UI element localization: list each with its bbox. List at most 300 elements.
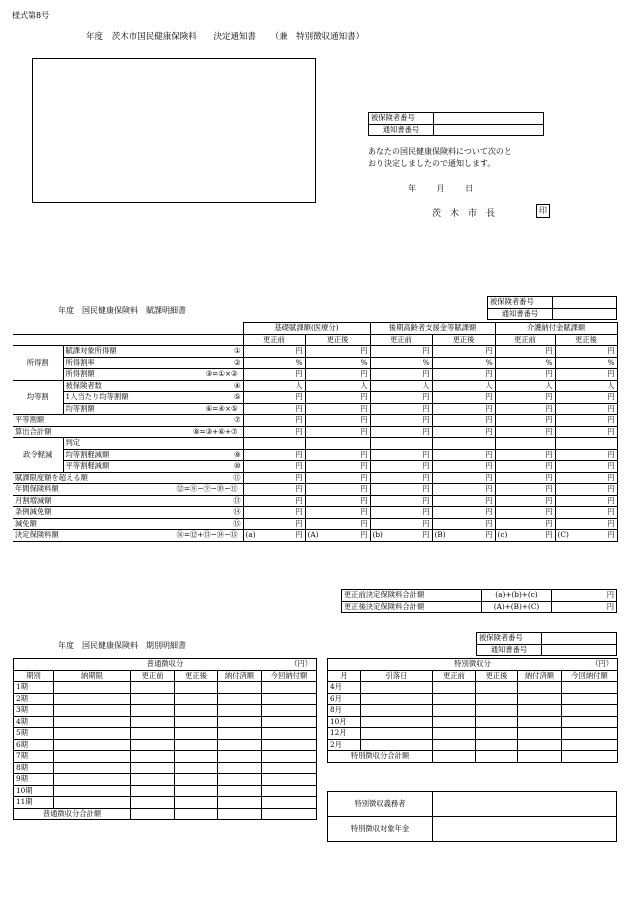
- normal-period-row: [14, 728, 317, 740]
- unit: 円: [422, 415, 430, 425]
- normal-cell[interactable]: [175, 728, 218, 740]
- before-value-cell[interactable]: [495, 438, 555, 450]
- after-value-cell[interactable]: [305, 507, 370, 519]
- normal-total-label: 普通徴収分合計額: [14, 808, 131, 820]
- after-value-cell[interactable]: [555, 495, 617, 507]
- special-cell[interactable]: [562, 682, 618, 694]
- unit: 円: [295, 369, 303, 379]
- before-value-cell[interactable]: [243, 403, 305, 415]
- installment-insured-no-value[interactable]: [542, 633, 617, 645]
- before-value-cell[interactable]: [495, 495, 555, 507]
- special-cell[interactable]: [476, 705, 518, 717]
- before-value-cell[interactable]: [243, 346, 305, 358]
- normal-total-cell[interactable]: [218, 808, 262, 820]
- after-value-cell[interactable]: [305, 426, 370, 438]
- after-value-cell[interactable]: [305, 438, 370, 450]
- after-value-cell[interactable]: [555, 518, 617, 530]
- row-formula: ③=①×②: [205, 369, 238, 379]
- normal-cell[interactable]: [175, 762, 218, 774]
- row-number: ⑭: [233, 507, 241, 517]
- normal-cell[interactable]: [131, 797, 175, 809]
- normal-period-row: [14, 716, 317, 728]
- before-value-cell[interactable]: [370, 357, 432, 369]
- before-value-cell[interactable]: [495, 472, 555, 484]
- special-cell[interactable]: [476, 716, 518, 728]
- unit: 円: [607, 461, 615, 471]
- assessment-row: [13, 484, 617, 496]
- after-value-cell[interactable]: [305, 380, 370, 392]
- row-label-cell: [63, 461, 243, 473]
- after-value-cell[interactable]: [305, 530, 370, 542]
- debit-date-cell[interactable]: [361, 705, 433, 717]
- normal-cell[interactable]: [218, 797, 262, 809]
- row-label-cell: [13, 518, 243, 530]
- after-value-cell[interactable]: [555, 507, 617, 519]
- unit: 円: [485, 426, 493, 436]
- after-value-cell[interactable]: [305, 357, 370, 369]
- special-cell[interactable]: [562, 705, 618, 717]
- final-mark: (A): [307, 530, 319, 540]
- before-value-cell[interactable]: [243, 357, 305, 369]
- row-formula: ⑫=⑧−⑨−⑩−⑪: [176, 484, 238, 494]
- title-year: 年度: [86, 32, 104, 42]
- pension-label: 特別徴収対象年金: [328, 817, 433, 842]
- pension-value[interactable]: [433, 817, 617, 842]
- before-value-cell[interactable]: [370, 438, 432, 450]
- after-value-cell[interactable]: [555, 472, 617, 484]
- before-value-cell[interactable]: [495, 380, 555, 392]
- before-value-cell[interactable]: [495, 369, 555, 381]
- unit: 円: [422, 426, 430, 436]
- after-value-cell[interactable]: [555, 461, 617, 473]
- row-label-cell: [63, 357, 243, 369]
- before-value-cell[interactable]: [495, 415, 555, 427]
- before-value-cell[interactable]: [495, 530, 555, 542]
- normal-total-cell[interactable]: [175, 808, 218, 820]
- unit: 円: [485, 461, 493, 471]
- before-value-cell[interactable]: [370, 392, 432, 404]
- unit: 円: [607, 507, 615, 517]
- after-value-cell[interactable]: [555, 346, 617, 358]
- normal-cell[interactable]: [218, 751, 262, 763]
- normal-col-header: 納付済額: [218, 670, 262, 682]
- before-value-cell[interactable]: [495, 357, 555, 369]
- normal-total-cell[interactable]: [262, 808, 317, 820]
- normal-cell[interactable]: [175, 739, 218, 751]
- period-label: 4期: [14, 716, 54, 728]
- special-cell[interactable]: [518, 693, 562, 705]
- row-category: 均等割: [13, 380, 63, 415]
- assessment-row: [13, 461, 617, 473]
- normal-cell[interactable]: [218, 693, 262, 705]
- special-total-cell[interactable]: [562, 751, 618, 763]
- normal-cell[interactable]: [54, 774, 131, 786]
- before-header: 更正前: [243, 334, 305, 346]
- special-cell[interactable]: [562, 693, 618, 705]
- after-value-cell[interactable]: [555, 369, 617, 381]
- after-value-cell[interactable]: [432, 415, 495, 427]
- row-number: ⑨: [233, 449, 241, 459]
- row-label: 均等割額: [65, 403, 95, 413]
- special-total-cell[interactable]: [433, 751, 476, 763]
- debit-date-cell[interactable]: [361, 693, 433, 705]
- assessment-notice-no-value[interactable]: [553, 308, 617, 320]
- after-header: 更正後: [555, 334, 617, 346]
- after-value-cell[interactable]: [432, 392, 495, 404]
- after-value-cell[interactable]: [432, 518, 495, 530]
- installment-notice-no-value[interactable]: [542, 644, 617, 656]
- after-value-cell[interactable]: [555, 484, 617, 496]
- unit: 円: [607, 415, 615, 425]
- unit: 円: [422, 518, 430, 528]
- normal-cell[interactable]: [175, 785, 218, 797]
- normal-cell[interactable]: [54, 682, 131, 694]
- after-value-cell[interactable]: [305, 392, 370, 404]
- special-cell[interactable]: [518, 705, 562, 717]
- after-value-cell[interactable]: [432, 495, 495, 507]
- after-value-cell[interactable]: [432, 380, 495, 392]
- special-cell[interactable]: [433, 739, 476, 751]
- unit: 円: [485, 449, 493, 459]
- normal-cell[interactable]: [175, 705, 218, 717]
- before-value-cell[interactable]: [370, 369, 432, 381]
- before-value-cell[interactable]: [243, 369, 305, 381]
- after-value-cell[interactable]: [432, 426, 495, 438]
- special-col-header: 今回納付額: [562, 670, 618, 682]
- special-cell[interactable]: [518, 728, 562, 740]
- normal-cell[interactable]: [218, 705, 262, 717]
- obligor-value[interactable]: [433, 792, 617, 817]
- normal-cell[interactable]: [262, 774, 317, 786]
- after-value-cell[interactable]: [432, 449, 495, 461]
- unit: 円: [360, 507, 368, 517]
- normal-cell[interactable]: [218, 716, 262, 728]
- final-mark: (c): [497, 530, 508, 540]
- after-value-cell[interactable]: [555, 392, 617, 404]
- before-value-cell[interactable]: [243, 392, 305, 404]
- after-value-cell[interactable]: [432, 484, 495, 496]
- normal-cell[interactable]: [131, 693, 175, 705]
- assessment-row: [13, 495, 617, 507]
- before-value-cell[interactable]: [495, 392, 555, 404]
- normal-cell[interactable]: [262, 739, 317, 751]
- special-total-cell[interactable]: [518, 751, 562, 763]
- after-value-cell[interactable]: [555, 426, 617, 438]
- special-cell[interactable]: [518, 682, 562, 694]
- debit-date-cell[interactable]: [361, 728, 433, 740]
- totals-table: [341, 589, 617, 613]
- after-value-cell[interactable]: [305, 449, 370, 461]
- debit-date-cell[interactable]: [361, 739, 433, 751]
- normal-cell[interactable]: [54, 785, 131, 797]
- before-value-cell[interactable]: [495, 461, 555, 473]
- unit: 円: [295, 449, 303, 459]
- normal-total-cell[interactable]: [131, 808, 175, 820]
- after-value-cell[interactable]: [305, 518, 370, 530]
- special-cell[interactable]: [433, 728, 476, 740]
- after-value-cell[interactable]: [432, 438, 495, 450]
- unit: 円: [360, 530, 368, 540]
- normal-cell[interactable]: [262, 797, 317, 809]
- after-value-cell[interactable]: [432, 530, 495, 542]
- row-formula-num: [230, 519, 240, 529]
- normal-cell[interactable]: [218, 774, 262, 786]
- normal-cell[interactable]: [131, 762, 175, 774]
- normal-cell[interactable]: [218, 682, 262, 694]
- normal-cell[interactable]: [262, 705, 317, 717]
- normal-cell[interactable]: [54, 728, 131, 740]
- after-value-cell[interactable]: [432, 357, 495, 369]
- row-label-cell: [13, 415, 243, 427]
- row-label: 判定: [65, 438, 81, 448]
- before-value-cell[interactable]: [495, 507, 555, 519]
- after-value-cell[interactable]: [555, 357, 617, 369]
- special-cell[interactable]: [476, 728, 518, 740]
- row-label: 年間保険料額: [15, 484, 59, 494]
- normal-cell[interactable]: [262, 762, 317, 774]
- before-value-cell[interactable]: [370, 346, 432, 358]
- after-value-cell[interactable]: [555, 380, 617, 392]
- before-value-cell[interactable]: [243, 472, 305, 484]
- normal-cell[interactable]: [131, 774, 175, 786]
- before-value-cell[interactable]: [243, 438, 305, 450]
- special-cell[interactable]: [433, 705, 476, 717]
- special-cell[interactable]: [476, 682, 518, 694]
- before-value-cell[interactable]: [243, 518, 305, 530]
- row-number: ⑮: [233, 518, 241, 528]
- special-cell[interactable]: [562, 739, 618, 751]
- before-value-cell[interactable]: [495, 346, 555, 358]
- after-header: 更正後: [432, 334, 495, 346]
- insured-no-value[interactable]: [434, 113, 544, 125]
- special-col-header: 更正前: [433, 670, 476, 682]
- normal-cell[interactable]: [131, 705, 175, 717]
- unit: 円: [295, 461, 303, 471]
- row-number: ⑩: [233, 461, 241, 471]
- after-value-cell[interactable]: [555, 415, 617, 427]
- before-value-cell[interactable]: [243, 495, 305, 507]
- date-month: 月: [436, 184, 445, 193]
- unit: 人: [360, 380, 368, 390]
- group-header-care: 介護納付金賦課額: [495, 323, 617, 335]
- total-after-unit: 円: [552, 601, 617, 613]
- after-value-cell[interactable]: [305, 484, 370, 496]
- normal-cell[interactable]: [175, 797, 218, 809]
- row-label: 条例減免額: [15, 507, 52, 517]
- after-value-cell[interactable]: [555, 530, 617, 542]
- normal-collection-table: [13, 658, 317, 820]
- after-value-cell[interactable]: [432, 461, 495, 473]
- unit: 円: [485, 392, 493, 402]
- normal-cell[interactable]: [131, 716, 175, 728]
- unit: 円: [360, 518, 368, 528]
- before-value-cell[interactable]: [495, 403, 555, 415]
- normal-cell[interactable]: [54, 716, 131, 728]
- normal-cell[interactable]: [218, 728, 262, 740]
- before-value-cell[interactable]: [370, 426, 432, 438]
- assessment-row: [13, 392, 617, 404]
- unit: 円: [295, 507, 303, 517]
- row-formula-num: [231, 392, 241, 402]
- unit: 円: [545, 346, 553, 356]
- assessment-row: [13, 415, 617, 427]
- after-value-cell[interactable]: [305, 461, 370, 473]
- before-value-cell[interactable]: [370, 495, 432, 507]
- special-cell[interactable]: [518, 716, 562, 728]
- before-value-cell[interactable]: [495, 449, 555, 461]
- before-value-cell[interactable]: [370, 507, 432, 519]
- final-mark: (C): [557, 530, 569, 540]
- assessment-insured-no-value[interactable]: [553, 297, 617, 309]
- after-value-cell[interactable]: [305, 369, 370, 381]
- special-cell[interactable]: [562, 716, 618, 728]
- normal-cell[interactable]: [262, 716, 317, 728]
- unit: 円: [360, 449, 368, 459]
- before-value-cell[interactable]: [243, 507, 305, 519]
- before-value-cell[interactable]: [243, 426, 305, 438]
- normal-cell[interactable]: [54, 693, 131, 705]
- special-cell[interactable]: [433, 693, 476, 705]
- normal-cell[interactable]: [131, 785, 175, 797]
- title-paren: （兼 特別徴収通知書）: [270, 32, 365, 42]
- normal-period-row: [14, 751, 317, 763]
- normal-cell[interactable]: [54, 762, 131, 774]
- normal-col-header: 期別: [14, 670, 54, 682]
- special-cell[interactable]: [433, 682, 476, 694]
- row-label-cell: [63, 380, 243, 392]
- before-value-cell[interactable]: [370, 461, 432, 473]
- unit: 円: [295, 495, 303, 505]
- special-cell[interactable]: [476, 739, 518, 751]
- unit: 円: [485, 518, 493, 528]
- after-value-cell[interactable]: [305, 472, 370, 484]
- before-value-cell[interactable]: [370, 530, 432, 542]
- before-value-cell[interactable]: [370, 403, 432, 415]
- before-value-cell[interactable]: [495, 484, 555, 496]
- normal-cell[interactable]: [131, 739, 175, 751]
- after-value-cell[interactable]: [305, 495, 370, 507]
- before-value-cell[interactable]: [243, 530, 305, 542]
- row-label-cell: [63, 438, 243, 450]
- before-value-cell[interactable]: [370, 415, 432, 427]
- before-value-cell[interactable]: [370, 472, 432, 484]
- unit: 円: [545, 507, 553, 517]
- month-label: 12月: [328, 728, 361, 740]
- special-cell[interactable]: [562, 728, 618, 740]
- notice-no-value[interactable]: [434, 124, 544, 136]
- unit: 円: [485, 484, 493, 494]
- normal-cell[interactable]: [54, 739, 131, 751]
- row-label-cell: [63, 392, 243, 404]
- normal-cell[interactable]: [262, 728, 317, 740]
- normal-cell[interactable]: [175, 682, 218, 694]
- normal-cell[interactable]: [54, 751, 131, 763]
- before-value-cell[interactable]: [370, 518, 432, 530]
- before-value-cell[interactable]: [243, 461, 305, 473]
- after-header: 更正後: [305, 334, 370, 346]
- normal-cell[interactable]: [175, 774, 218, 786]
- before-value-cell[interactable]: [243, 449, 305, 461]
- normal-cell[interactable]: [175, 716, 218, 728]
- special-cell[interactable]: [476, 693, 518, 705]
- row-label: 均等割軽減額: [65, 449, 110, 459]
- normal-cell[interactable]: [262, 693, 317, 705]
- before-value-cell[interactable]: [370, 484, 432, 496]
- after-value-cell[interactable]: [432, 472, 495, 484]
- address-window: [32, 58, 316, 203]
- date-year: 年: [408, 184, 416, 193]
- before-value-cell[interactable]: [243, 415, 305, 427]
- after-value-cell[interactable]: [432, 369, 495, 381]
- assessment-insured-no-label: 被保険者番号: [488, 297, 553, 309]
- special-cell[interactable]: [433, 716, 476, 728]
- unit: 円: [545, 461, 553, 471]
- debit-date-cell[interactable]: [361, 682, 433, 694]
- before-value-cell[interactable]: [243, 380, 305, 392]
- normal-cell[interactable]: [131, 728, 175, 740]
- before-value-cell[interactable]: [495, 426, 555, 438]
- normal-cell[interactable]: [54, 797, 131, 809]
- normal-cell[interactable]: [54, 705, 131, 717]
- after-value-cell[interactable]: [432, 403, 495, 415]
- after-value-cell[interactable]: [555, 403, 617, 415]
- normal-cell[interactable]: [262, 785, 317, 797]
- row-formula-num: [238, 438, 241, 448]
- normal-cell[interactable]: [131, 682, 175, 694]
- unit: 円: [485, 472, 493, 482]
- normal-cell[interactable]: [218, 762, 262, 774]
- before-value-cell[interactable]: [370, 380, 432, 392]
- special-cell[interactable]: [518, 739, 562, 751]
- after-value-cell[interactable]: [305, 346, 370, 358]
- normal-cell[interactable]: [218, 785, 262, 797]
- after-value-cell[interactable]: [432, 507, 495, 519]
- before-value-cell[interactable]: [370, 449, 432, 461]
- unit: 円: [485, 403, 493, 413]
- row-number: ⑤: [233, 392, 241, 402]
- unit: 円: [360, 392, 368, 402]
- seal-mark: 印: [536, 204, 550, 218]
- after-value-cell[interactable]: [305, 415, 370, 427]
- normal-cell[interactable]: [175, 693, 218, 705]
- row-number: ⑪: [233, 472, 241, 482]
- debit-date-cell[interactable]: [361, 716, 433, 728]
- after-value-cell[interactable]: [555, 449, 617, 461]
- before-value-cell[interactable]: [495, 518, 555, 530]
- total-before-label: 更正前決定保険料合計額: [342, 590, 482, 602]
- normal-period-row: [14, 774, 317, 786]
- unit: 円: [607, 426, 615, 436]
- normal-period-row: [14, 739, 317, 751]
- special-col-header: 更正後: [476, 670, 518, 682]
- normal-cell[interactable]: [131, 751, 175, 763]
- group-header-elderly: 後期高齢者支援金等賦課額: [370, 323, 495, 335]
- special-collection-table: [327, 658, 618, 763]
- after-value-cell[interactable]: [305, 403, 370, 415]
- normal-cell[interactable]: [262, 751, 317, 763]
- special-total-cell[interactable]: [476, 751, 518, 763]
- normal-cell[interactable]: [262, 682, 317, 694]
- row-formula-num: [231, 461, 241, 471]
- normal-cell[interactable]: [218, 739, 262, 751]
- unit: %: [422, 357, 430, 367]
- after-value-cell[interactable]: [555, 438, 617, 450]
- normal-cell[interactable]: [175, 751, 218, 763]
- after-value-cell[interactable]: [432, 346, 495, 358]
- assessment-row: [13, 518, 617, 530]
- before-value-cell[interactable]: [243, 484, 305, 496]
- unit: 円: [422, 507, 430, 517]
